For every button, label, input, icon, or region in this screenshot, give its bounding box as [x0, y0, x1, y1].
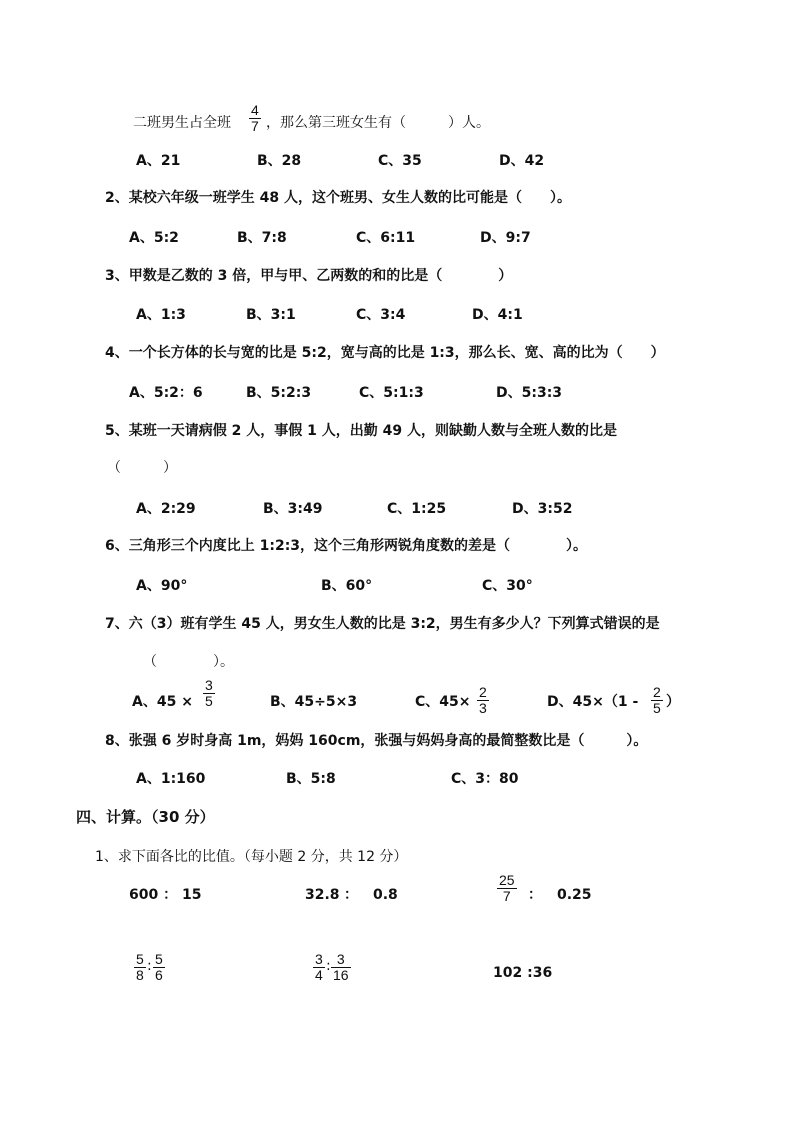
calc-1-item-4-fraction-b: 5 6: [155, 951, 163, 983]
q8-option-a[interactable]: A、1:160: [136, 771, 206, 787]
q1-option-b[interactable]: B、28: [257, 153, 302, 169]
calc-1-title: 1、求下面各比的比值。（每小题 2 分，共 12 分）: [95, 849, 408, 865]
q2-text: 2、某校六年级一班学生 48 人，这个班男、女生人数的比可能是（ ）。: [105, 190, 571, 206]
q1-text-start: 二班男生占全班: [133, 115, 231, 131]
calc-1-item-4-fraction-a: 5 8: [136, 951, 144, 983]
q8-text: 8、张强 6 岁时身高 1m，妈妈 160cm，张强与妈妈身高的最简整数比是（ ）。: [105, 733, 648, 749]
q5-text: 5、某班一天请病假 2 人，事假 1 人，出勤 49 人，则缺勤人数与全班人数的比是: [105, 423, 617, 439]
q7-answer-blank[interactable]: （ ）。: [143, 654, 234, 670]
calc-1-item-6: 102 :36: [493, 965, 553, 981]
q7-option-c[interactable]: C、45×: [415, 694, 471, 710]
calc-1-item-3-colon: ：: [528, 887, 542, 903]
q3-option-a[interactable]: A、1:3: [136, 307, 186, 323]
q1-fraction: 4 7: [251, 102, 259, 134]
calc-1-item-5-fraction-b: 3 16: [333, 951, 349, 983]
q5-answer-blank[interactable]: （ ）: [107, 460, 177, 476]
q7-option-d-fraction: 2 5: [653, 684, 661, 716]
q7-option-a[interactable]: A、45 ×: [132, 694, 193, 710]
q6-option-b[interactable]: B、60°: [321, 578, 373, 594]
q3-text: 3、甲数是乙数的 3 倍，甲与甲、乙两数的和的比是（ ）: [105, 268, 513, 284]
q1-text-end: ，那么第三班女生有（ ）人。: [266, 115, 490, 131]
q3-option-c[interactable]: C、3:4: [356, 307, 406, 323]
q1-option-d[interactable]: D、42: [499, 153, 545, 169]
q7-option-d[interactable]: D、45×（1 -: [547, 694, 639, 710]
q3-option-b[interactable]: B、3:1: [246, 307, 296, 323]
q7-text: 7、六（3）班有学生 45 人，男女生人数的比是 3:2，男生有多少人？下列算式错误的是: [105, 616, 660, 632]
calc-1-item-1: 600 ： 15: [129, 887, 202, 903]
section-4-title: 四、计算。（30 分）: [76, 808, 215, 826]
q4-option-b[interactable]: B、5:2:3: [246, 385, 312, 401]
calc-1-item-5-colon: :: [326, 958, 331, 974]
q6-text: 6、三角形三个内度比上 1:2:3，这个三角形两锐角度数的差是（ ）。: [105, 538, 588, 554]
q6-option-a[interactable]: A、90°: [136, 578, 188, 594]
q2-option-a[interactable]: A、5:2: [129, 230, 179, 246]
calc-1-item-3-right: 0.25: [557, 887, 592, 903]
calc-1-item-5-fraction-a: 3 4: [315, 951, 323, 983]
q4-text: 4、一个长方体的长与宽的比是 5:2，宽与高的比是 1:3，那么长、宽、高的比为（ ）: [105, 345, 665, 361]
q4-option-c[interactable]: C、5:1:3: [359, 385, 424, 401]
calc-1-item-4-colon: :: [147, 958, 152, 974]
q1-option-c[interactable]: C、35: [378, 153, 422, 169]
calc-1-item-2-colon: ：: [344, 887, 358, 903]
q5-option-d[interactable]: D、3:52: [512, 501, 573, 517]
q1-option-a[interactable]: A、21: [136, 153, 181, 169]
q5-option-c[interactable]: C、1:25: [387, 501, 447, 517]
q2-option-d[interactable]: D、9:7: [480, 230, 531, 246]
q8-option-b[interactable]: B、5:8: [286, 771, 336, 787]
q2-option-b[interactable]: B、7:8: [237, 230, 287, 246]
q7-option-d-end: ）: [666, 694, 680, 710]
q7-option-c-fraction: 2 3: [479, 684, 487, 716]
q4-option-a[interactable]: A、5:2：6: [129, 385, 203, 401]
q5-option-b[interactable]: B、3:49: [263, 501, 323, 517]
q4-option-d[interactable]: D、5:3:3: [496, 385, 563, 401]
q8-option-c[interactable]: C、3：80: [451, 771, 519, 787]
q7-option-a-fraction: 3 5: [205, 677, 213, 709]
calc-1-item-3-fraction: 25 7: [499, 872, 515, 904]
q3-option-d[interactable]: D、4:1: [472, 307, 523, 323]
calc-1-item-2-left: 32.8: [305, 887, 340, 903]
q6-option-c[interactable]: C、30°: [482, 578, 533, 594]
q5-option-a[interactable]: A、2:29: [136, 501, 196, 517]
q2-option-c[interactable]: C、6:11: [356, 230, 416, 246]
calc-1-item-2-right: 0.8: [373, 887, 398, 903]
q7-option-b[interactable]: B、45÷5×3: [270, 694, 358, 710]
